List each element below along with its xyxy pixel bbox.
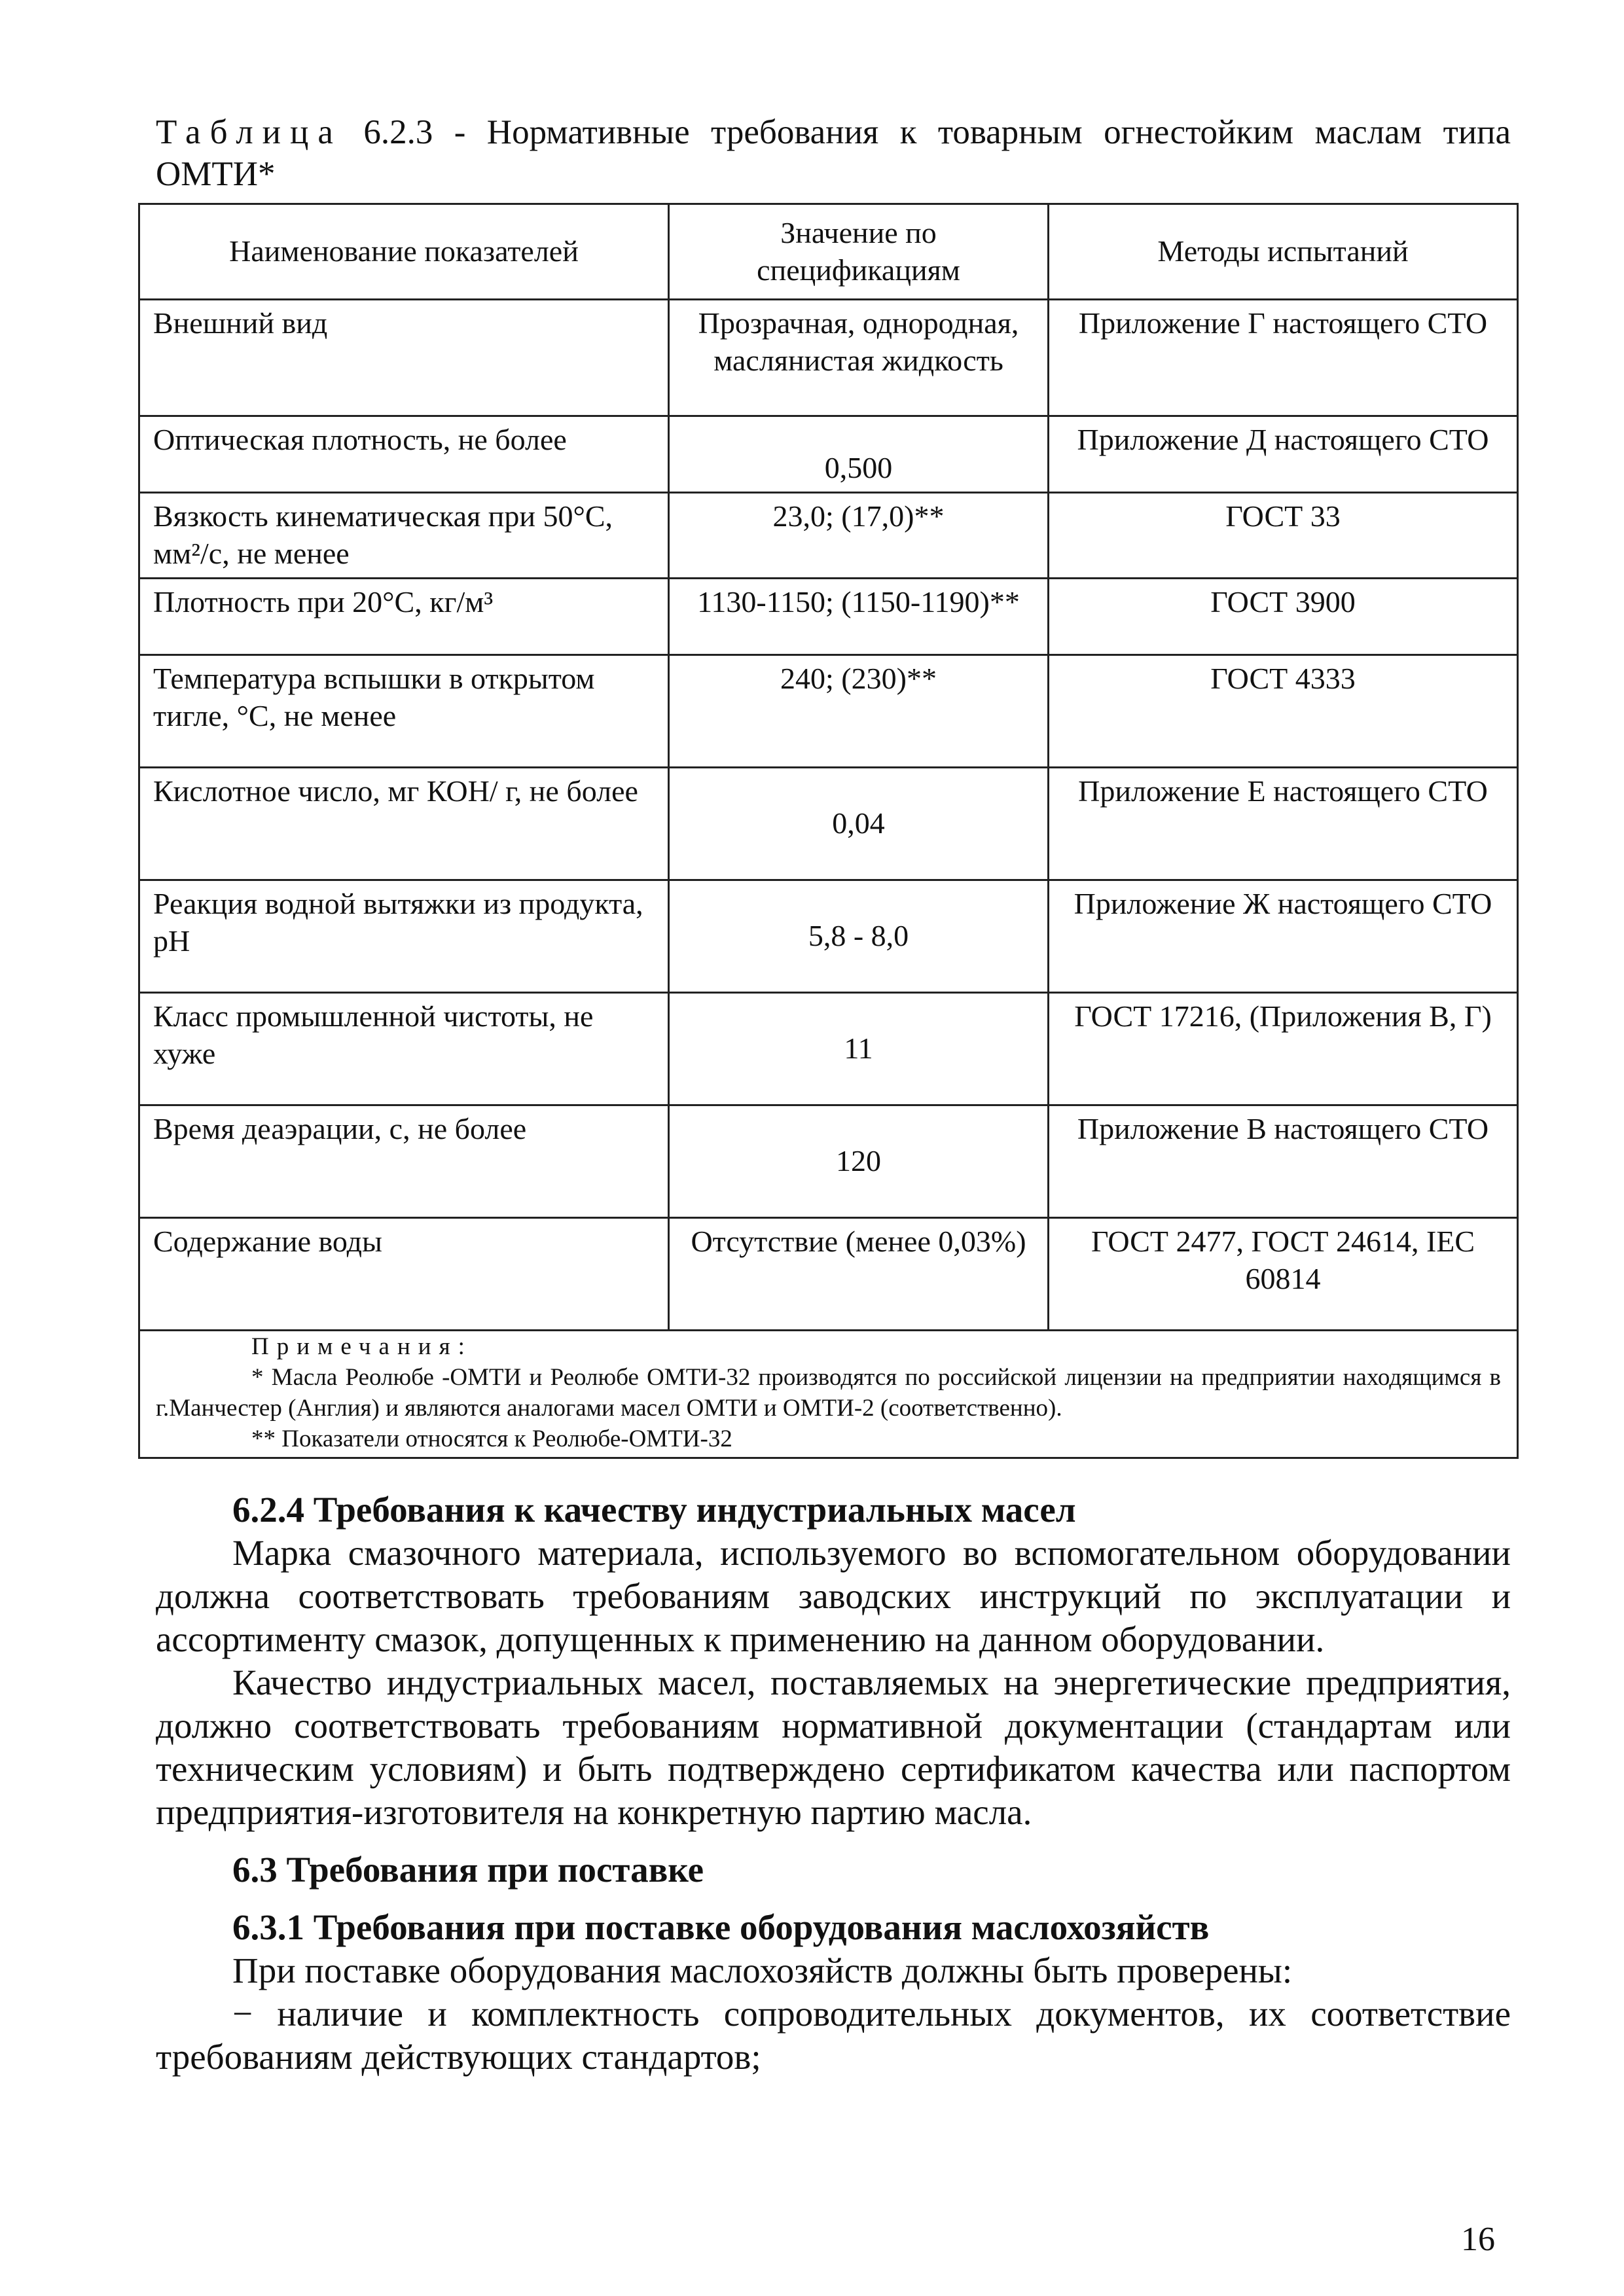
row-value: 120	[669, 1105, 1049, 1218]
row-method: ГОСТ 4333	[1049, 655, 1518, 768]
note-2: ** Показатели относятся к Реолюбе-ОМТИ-32	[251, 1426, 732, 1452]
table-row	[139, 993, 1518, 1105]
table-notes-row	[139, 1331, 1518, 1458]
row-value: 240; (230)**	[669, 655, 1049, 768]
row-name: Содержание воды	[139, 1218, 669, 1331]
row-value: 1130-1150; (1150-1190)**	[669, 579, 1049, 655]
row-name: Плотность при 20°С, кг/м³	[139, 579, 669, 655]
row-name: Время деаэрации, с, не более	[139, 1105, 669, 1218]
header-cell: Методы испытаний	[1049, 204, 1518, 300]
row-name: Температура вспышки в открытом тигле, °С, не менее	[139, 655, 669, 768]
table-row	[139, 416, 1518, 493]
row-name: Кислотное число, мг КОН/ г, не более	[139, 768, 669, 880]
row-value: 5,8 - 8,0	[669, 880, 1049, 993]
row-method: ГОСТ 3900	[1049, 579, 1518, 655]
table-row	[139, 579, 1518, 655]
table-row	[139, 880, 1518, 993]
paragraph: Качество индустриальных масел, поставляемых на энергетические предприятия, должно соответствовать требованиям нормативной документации (стандартам или техническим условиям) и быть подтверждено сертификатом качества или паспортом предприятия-изготовителя на конкретную партию масла.	[156, 1662, 1511, 1832]
row-name: Класс промышленной чистоты, не хуже	[139, 993, 669, 1105]
table-row	[139, 300, 1518, 416]
list-item: − наличие и комплектность сопроводительных документов, их соответствие требованиям действующих стандартов;	[156, 1994, 1511, 2077]
table-notes	[139, 1331, 1518, 1458]
section-heading-6-3: 6.3 Требования при поставке	[232, 1850, 704, 1890]
paragraph: Марка смазочного материала, используемого во вспомогательном оборудовании должна соответствовать требованиям заводских инструкций по эксплуатации и ассортименту смазок, допущенных к применению на данном оборудовании.	[156, 1533, 1511, 1659]
row-method: Приложение Г настоящего СТО	[1049, 300, 1518, 416]
caption-text: 6.2.3 - Нормативные требования к товарным огнестойким маслам типа ОМТИ*	[156, 113, 1511, 193]
table-caption	[156, 111, 1511, 195]
table-row	[139, 1105, 1518, 1218]
header-cell: Наименование показателей	[139, 204, 669, 300]
row-value: 0,04	[669, 768, 1049, 880]
table-row	[139, 493, 1518, 579]
row-method: Приложение Е настоящего СТО	[1049, 768, 1518, 880]
row-value: Прозрачная, однородная, маслянистая жидкость	[669, 300, 1049, 416]
row-name: Внешний вид	[139, 300, 669, 416]
row-method: Приложение В настоящего СТО	[1049, 1105, 1518, 1218]
row-value: 23,0; (17,0)**	[669, 493, 1049, 579]
table-row	[139, 1218, 1518, 1331]
row-method: ГОСТ 33	[1049, 493, 1518, 579]
row-method: Приложение Ж настоящего СТО	[1049, 880, 1518, 993]
row-name: Реакция водной вытяжки из продукта, рН	[139, 880, 669, 993]
requirements-table	[138, 203, 1519, 1459]
section-heading-6-2-4: 6.2.4 Требования к качеству индустриальных масел	[232, 1490, 1076, 1530]
row-value: 0,500	[669, 416, 1049, 493]
row-method: ГОСТ 17216, (Приложения В, Г)	[1049, 993, 1518, 1105]
page-number: 16	[1461, 2221, 1495, 2258]
section-heading-6-3-1: 6.3.1 Требования при поставке оборудования маслохозяйств	[232, 1907, 1210, 1947]
row-name: Оптическая плотность, не более	[139, 416, 669, 493]
row-value: 11	[669, 993, 1049, 1105]
table-header-row	[139, 204, 1518, 300]
table-row	[139, 655, 1518, 768]
caption-label: Таблица	[156, 113, 342, 151]
table-row	[139, 768, 1518, 880]
row-method: ГОСТ 2477, ГОСТ 24614, IEC 60814	[1049, 1218, 1518, 1331]
section-body	[156, 1488, 1511, 2079]
paragraph: При поставке оборудования маслохозяйств должны быть проверены:	[232, 1950, 1293, 1990]
header-cell: Значение по спецификациям	[669, 204, 1049, 300]
note-1: * Масла Реолюбе -ОМТИ и Реолюбе ОМТИ-32 производятся по российской лицензии на предприятии находящимся в г.Манчестер (Англия) и являются аналогами масел ОМТИ и ОМТИ-2 (соответственно).	[156, 1364, 1501, 1422]
row-name: Вязкость кинематическая при 50°С, мм²/с, не менее	[139, 493, 669, 579]
notes-title: Примечания:	[251, 1333, 473, 1360]
row-value: Отсутствие (менее 0,03%)	[669, 1218, 1049, 1331]
row-method: Приложение Д настоящего СТО	[1049, 416, 1518, 493]
